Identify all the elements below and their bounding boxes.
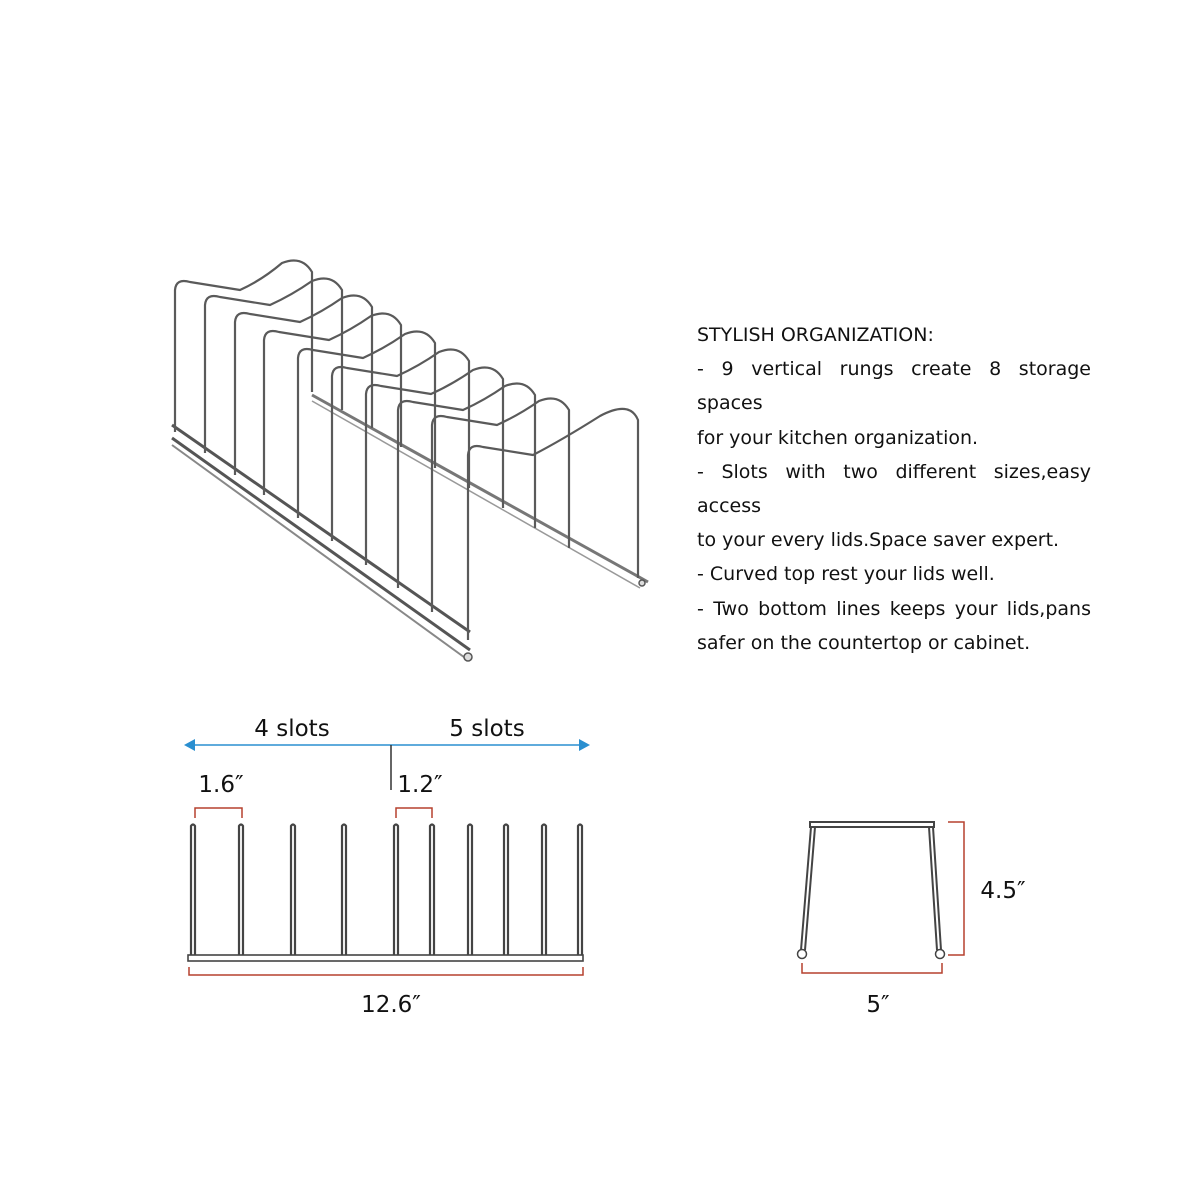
front-rung (504, 825, 508, 956)
height-label: 4.5″ (980, 878, 1026, 904)
front-rung (394, 825, 398, 956)
length-bracket (189, 967, 583, 975)
narrow-slot-label: 1.2″ (397, 772, 443, 798)
side-right-foot (936, 950, 945, 959)
rung-8 (398, 383, 535, 588)
rung-2 (205, 278, 342, 453)
slot-brackets (195, 808, 432, 818)
length-label: 12.6″ (361, 992, 421, 1018)
front-rung (578, 825, 582, 956)
bullet-2-line-2: to your every lids.Space saver expert. (697, 529, 1060, 552)
front-base-bar (188, 955, 583, 961)
front-view (184, 716, 590, 1018)
wide-slot-bracket (195, 808, 242, 818)
bullet-3-line-1: - Curved top rest your lids well. (697, 563, 995, 586)
bullet-1-line-1: - 9 vertical rungs create 8 storage spaces (697, 358, 1091, 415)
side-view (798, 822, 1026, 1018)
bullet-4-line-1: - Two bottom lines keeps your lids,pans (697, 597, 1091, 620)
rung-10 (468, 409, 638, 640)
front-rung (430, 825, 434, 956)
rung-9 (432, 398, 569, 612)
front-rung (468, 825, 472, 956)
wide-slot-label: 1.6″ (198, 772, 244, 798)
front-bottom-rail-upper (172, 425, 470, 632)
front-rung (239, 825, 243, 956)
front-rung (291, 825, 295, 956)
left-group-label: 4 slots (254, 716, 330, 742)
side-right-leg (929, 827, 941, 950)
front-rungs (191, 825, 582, 956)
bullet-2-line-1: - Slots with two different sizes,easy access (697, 460, 1091, 518)
side-left-leg (801, 827, 815, 950)
slots-arrow (184, 739, 590, 751)
front-rung (542, 825, 546, 956)
bullet-4-line-2: safer on the countertop or cabinet. (697, 631, 1031, 654)
height-bracket (948, 822, 964, 955)
right-group-label: 5 slots (449, 716, 525, 742)
narrow-slot-bracket (396, 808, 432, 818)
width-label: 5″ (866, 992, 890, 1018)
front-rung (342, 825, 346, 956)
bullet-1-line-2: for your kitchen organization. (697, 426, 979, 449)
front-rung (191, 825, 195, 956)
feature-description (697, 318, 1091, 660)
description-heading: STYLISH ORGANIZATION: (697, 324, 934, 346)
width-bracket (802, 963, 942, 973)
rung-3 (235, 295, 372, 475)
rack-illustration (172, 260, 648, 661)
rung-1 (175, 260, 312, 432)
side-left-foot (798, 950, 807, 959)
front-bottom-rail-lower (172, 438, 470, 650)
side-top-bar (810, 822, 934, 827)
